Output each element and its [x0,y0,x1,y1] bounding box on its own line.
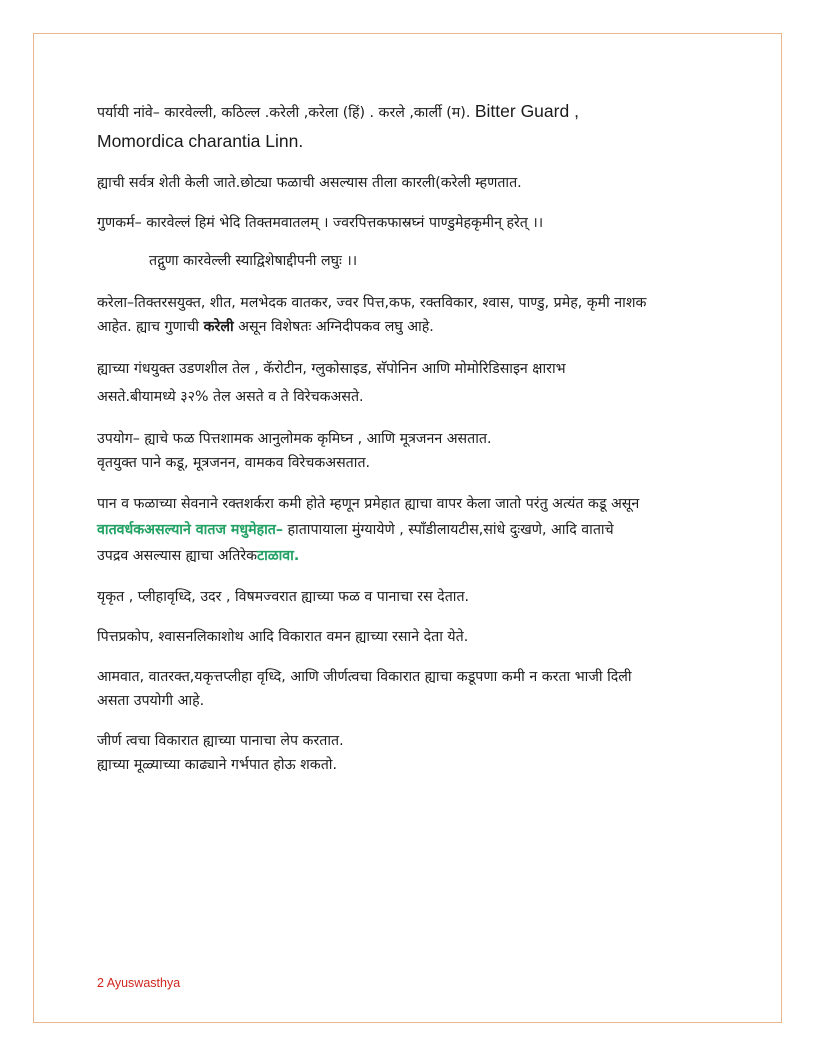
diabetes-line-2 [97,517,722,543]
oil-line-1: ह्याच्या गंधयुक्त उडणशील तेल , कॅरोटीन, ग्लुकोसाइड, सॅपोनिन आणि मोमोरिडिसाइन क्षाराभ [97,361,566,377]
diabetes-line-3 [97,543,722,569]
gunakarma-verse-1: गुणकर्म– कारवेल्लं हिमं भेदि तिक्तमवातलम् । ज्वरपित्तकफास्रघ्नं पाण्डुमेहकृमीन् हरेत् ।। [97,215,544,231]
uses-line-1: उपयोग– ह्याचे फळ पित्तशामक आनुलोमक कृमिघ्न , आणि मूत्रजनन असतात. [97,431,492,447]
uses-paragraph [97,427,722,475]
karela-properties-line-2 [97,315,722,339]
skin-paragraph [97,729,722,777]
diabetes-line-1: पान व फळाच्या सेवनाने रक्तशर्करा कमी होते म्हणून प्रमेहात ह्याचा वापर केला जातो परंतु अत्यंत कडू असून [97,496,640,512]
oil-paragraph [97,355,722,411]
karela-properties-text-a: आहेत. ह्याच गुणाची [97,319,204,335]
uses-line-2: वृतयुक्त पाने कडू, मूत्रजनन, वामकव विरेचकअसतात. [97,455,371,471]
amavata-line-2: असता उपयोगी आहे. [97,693,205,709]
amavata-line-1: आमवात, वातरक्त,यकृत्तप्लीहा वृध्दि, आणि जीर्णत्वचा विकारात ह्याचा कडूपणा कमी न करता भाजी दिली [97,669,632,685]
document-body [97,97,722,793]
cultivation-paragraph: ह्याची सर्वत्र शेती केली जाते.छोट्या फळाची असल्यास तीला कारली(करेली म्हणतात. [97,175,522,191]
diabetes-paragraph [97,491,722,569]
skin-line-1: जीर्ण त्वचा विकारात ह्याच्या पानाचा लेप करतात. [97,733,344,749]
skin-line-2: ह्याच्या मूळ्याच्या काढ्याने गर्भपात होऊ शकतो. [97,757,337,773]
karela-properties-paragraph [97,291,722,339]
oil-line-2: असते.बीयामध्ये ३२% तेल असते व ते विरेचकअसते. [97,389,364,405]
synonyms-english-1: Bitter Guard , [474,101,579,121]
page-footer: 2 Ayuswasthya [97,976,181,990]
liver-paragraph: यृकृत , प्लीहावृध्दि, उदर , विषमज्वरात ह्याच्या फळ व पानाचा रस देतात. [97,589,470,605]
diabetes-line-2-text: हातापायाला मुंग्यायेणे , स्पाँडीलायटीस,सांधे दुःखणे, आदि वाताचे [283,522,614,538]
pitta-paragraph: पित्तप्रकोप, श्वासनलिकाशोथ आदि विकारात वमन ह्याच्या रसाने देता येते. [97,629,469,645]
gunakarma-verse-2: तद्गुणा कारवेल्ली स्याद्विशेषाद्दीपनी लघुः ।। [149,253,358,269]
avoid-highlight-green: टाळावा. [257,548,300,564]
diabetes-line-3-text: उपद्रव असल्यास ह्याचा अतिरेक [97,548,258,564]
karela-bold-word: करेली [203,319,234,335]
karela-properties-text-b: असून विशेषतः अग्निदीपकव लघु आहे. [233,319,434,335]
synonyms-english-2: Momordica charantia Linn. [97,131,304,151]
diabetes-highlight-green: वातवर्धकअसल्याने वातज मधुमेहात– [97,522,283,538]
synonyms-marathi: पर्यायी नांवे– कारवेल्ली, कठिल्ल .करेली ,करेला (हिं) . करले ,कार्ली (म). [97,105,471,121]
karela-properties-line-1: करेला–तिक्तरसयुक्त, शीत, मलभेदक वातकर, ज्वर पित्त,कफ, रक्तविकार, श्वास, पाण्डु, प्रमेह, कृमी नाशक [97,295,647,311]
amavata-paragraph [97,665,722,713]
synonyms-paragraph [97,97,722,155]
